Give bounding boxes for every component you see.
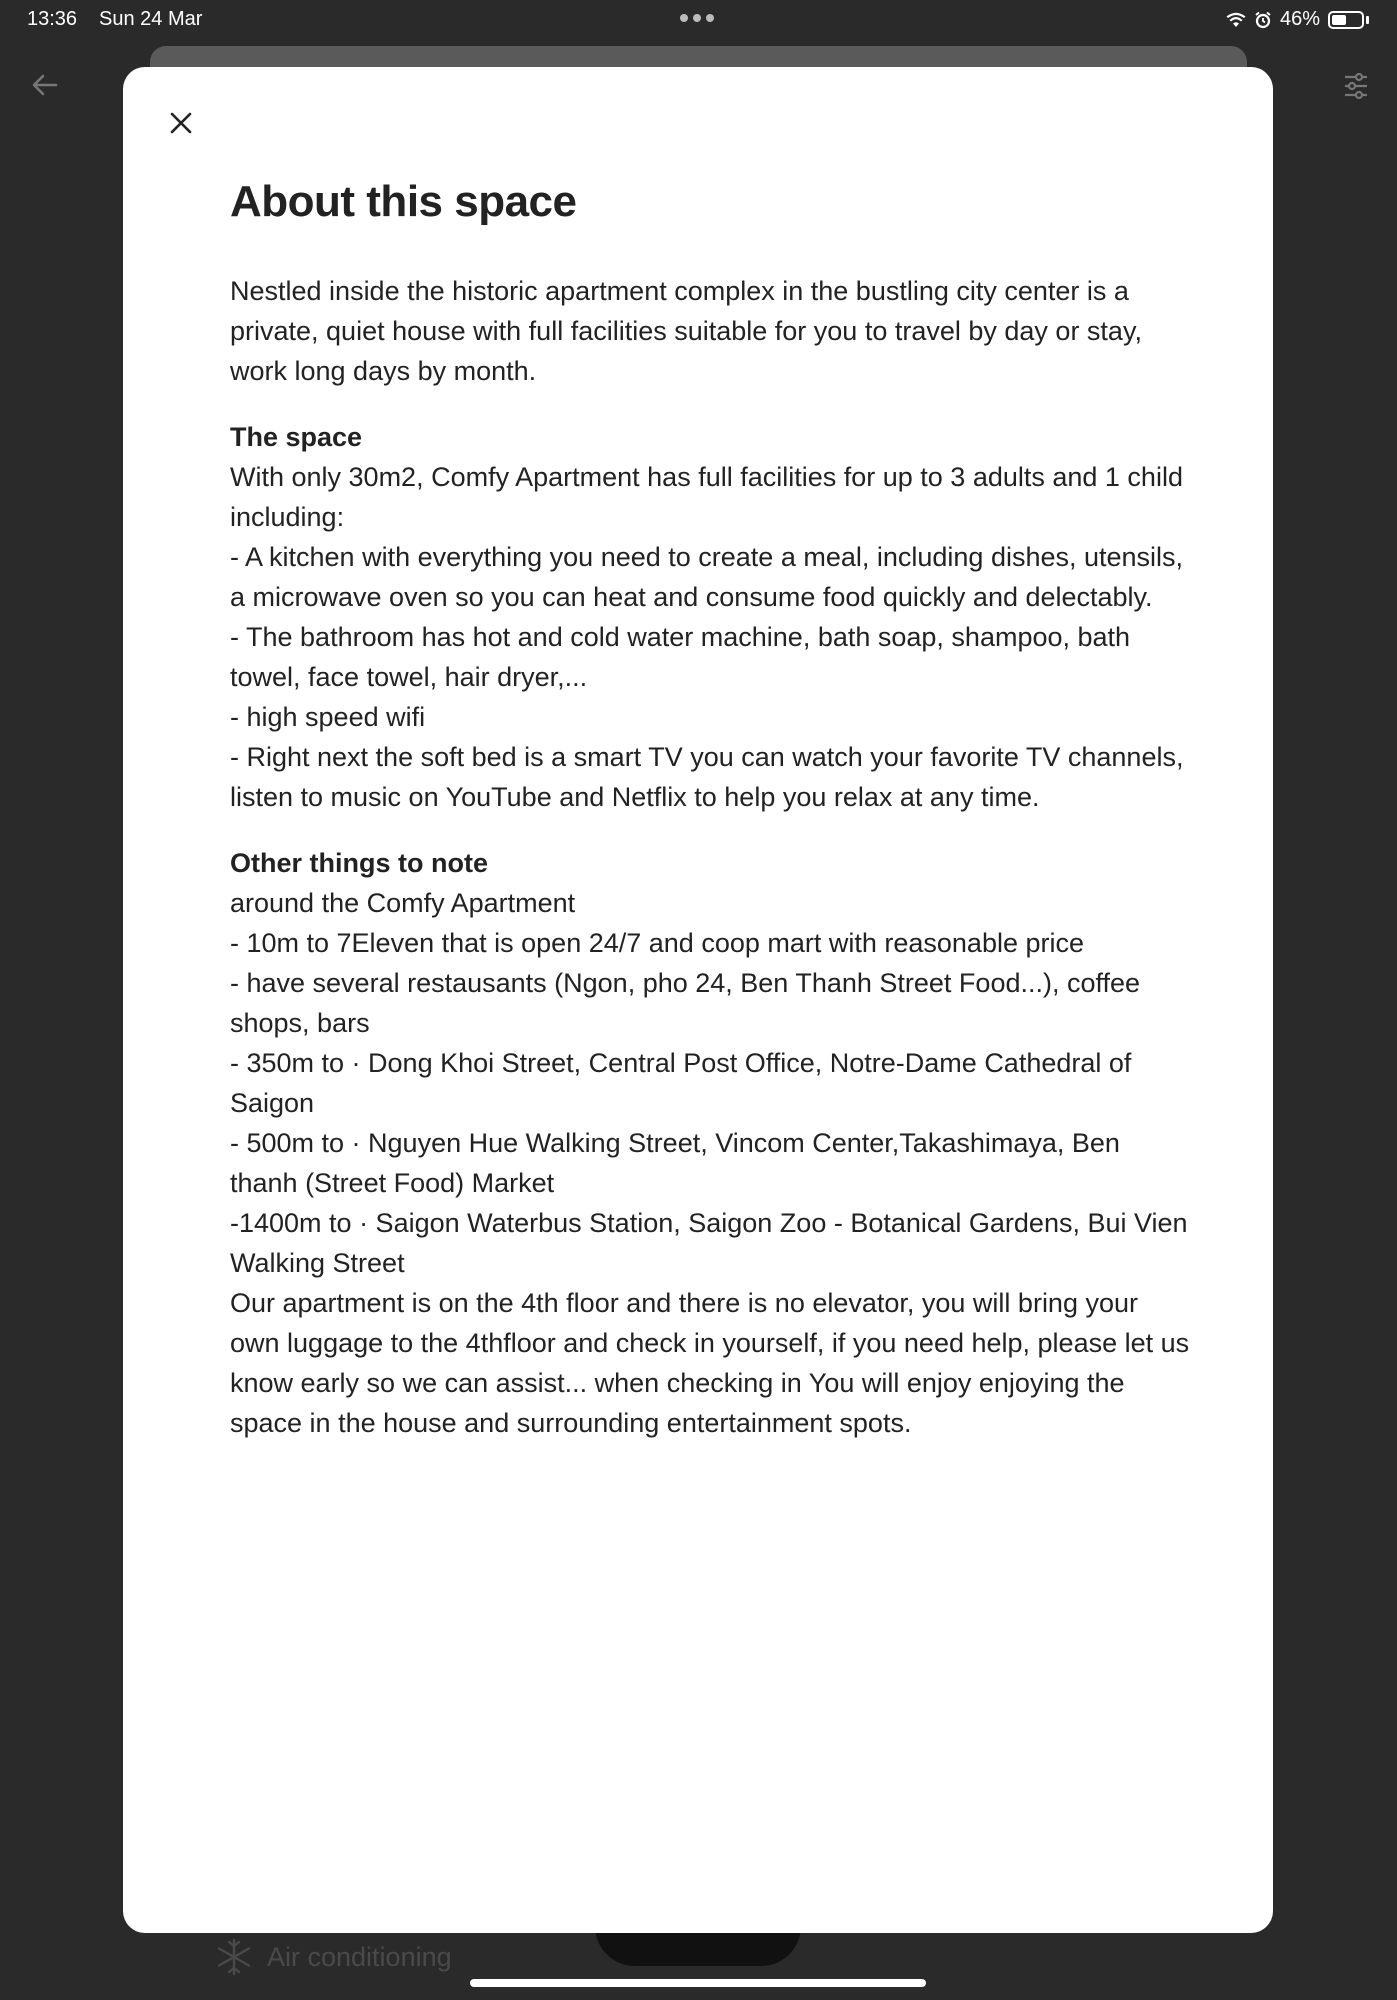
about-space-modal [123,67,1273,1933]
multitasking-dots-icon[interactable] [680,14,714,22]
space-line: - Right next the soft bed is a smart TV you can watch your favorite TV channels, listen to music on YouTube and Netflix to help you relax at any time. [230,742,1184,812]
home-indicator[interactable] [470,1979,926,1987]
wifi-icon [1226,12,1246,28]
space-line: - The bathroom has hot and cold water machine, bath soap, shampoo, bath towel, face towel, hair dryer,... [230,622,1131,692]
status-time: 13:36 [27,8,78,30]
status-bar [0,0,1397,40]
notes-line: -1400m to · Saigon Waterbus Station, Saigon Zoo - Botanical Gardens, Bui Vien Walking Street [230,1208,1188,1278]
notes-line: Our apartment is on the 4th floor and there is no elevator, you will bring your own luggage to the 4thfloor and check in yourself, if you need help, please let us know early so we can assist... when checking in You will enjoy enjoying the space in the house and surrounding entertainment spots. [230,1288,1190,1438]
close-icon [169,111,193,135]
notes-section [230,843,1190,1443]
status-date: Sun 24 Mar [99,8,203,30]
notes-line: - have several restausants (Ngon, pho 24, Ben Thanh Street Food...), coffee shops, bars [230,968,1141,1038]
snowflake-icon [215,1938,253,1976]
filter-icon[interactable] [1343,72,1369,100]
background-amenity-item [215,1938,452,1976]
battery-percent: 46% [1279,8,1320,30]
space-line: - high speed wifi [230,702,426,732]
back-arrow-icon[interactable] [30,70,60,100]
battery-cap [1366,16,1369,24]
notes-section-title: Other things to note [230,848,488,878]
notes-line: - 500m to · Nguyen Hue Walking Street, Vincom Center,Takashimaya, Ben thanh (Street Food) Market [230,1128,1120,1198]
alarm-icon [1254,11,1272,29]
notes-line: - 10m to 7Eleven that is open 24/7 and coop mart with reasonable price [230,928,1085,958]
space-section-title: The space [230,422,363,452]
space-line: With only 30m2, Comfy Apartment has full facilities for up to 3 adults and 1 child including: [230,462,1183,532]
intro-paragraph: Nestled inside the historic apartment complex in the bustling city center is a private, quiet house with full facilities suitable for you to travel by day or stay, work long days by month. [230,276,1142,386]
background-amenity-label: Air conditioning [267,1941,452,1972]
status-indicators [1226,8,1369,31]
close-button[interactable] [161,103,201,143]
modal-title: About this space [230,177,577,226]
space-section [230,417,1190,817]
modal-content [230,177,1190,1469]
notes-line: around the Comfy Apartment [230,888,576,918]
space-line: - A kitchen with everything you need to create a meal, including dishes, utensils, a microwave oven so you can heat and consume food quickly and delectably. [230,542,1184,612]
notes-line: - 350m to · Dong Khoi Street, Central Post Office, Notre-Dame Cathedral of Saigon [230,1048,1132,1118]
battery-icon [1328,11,1364,29]
